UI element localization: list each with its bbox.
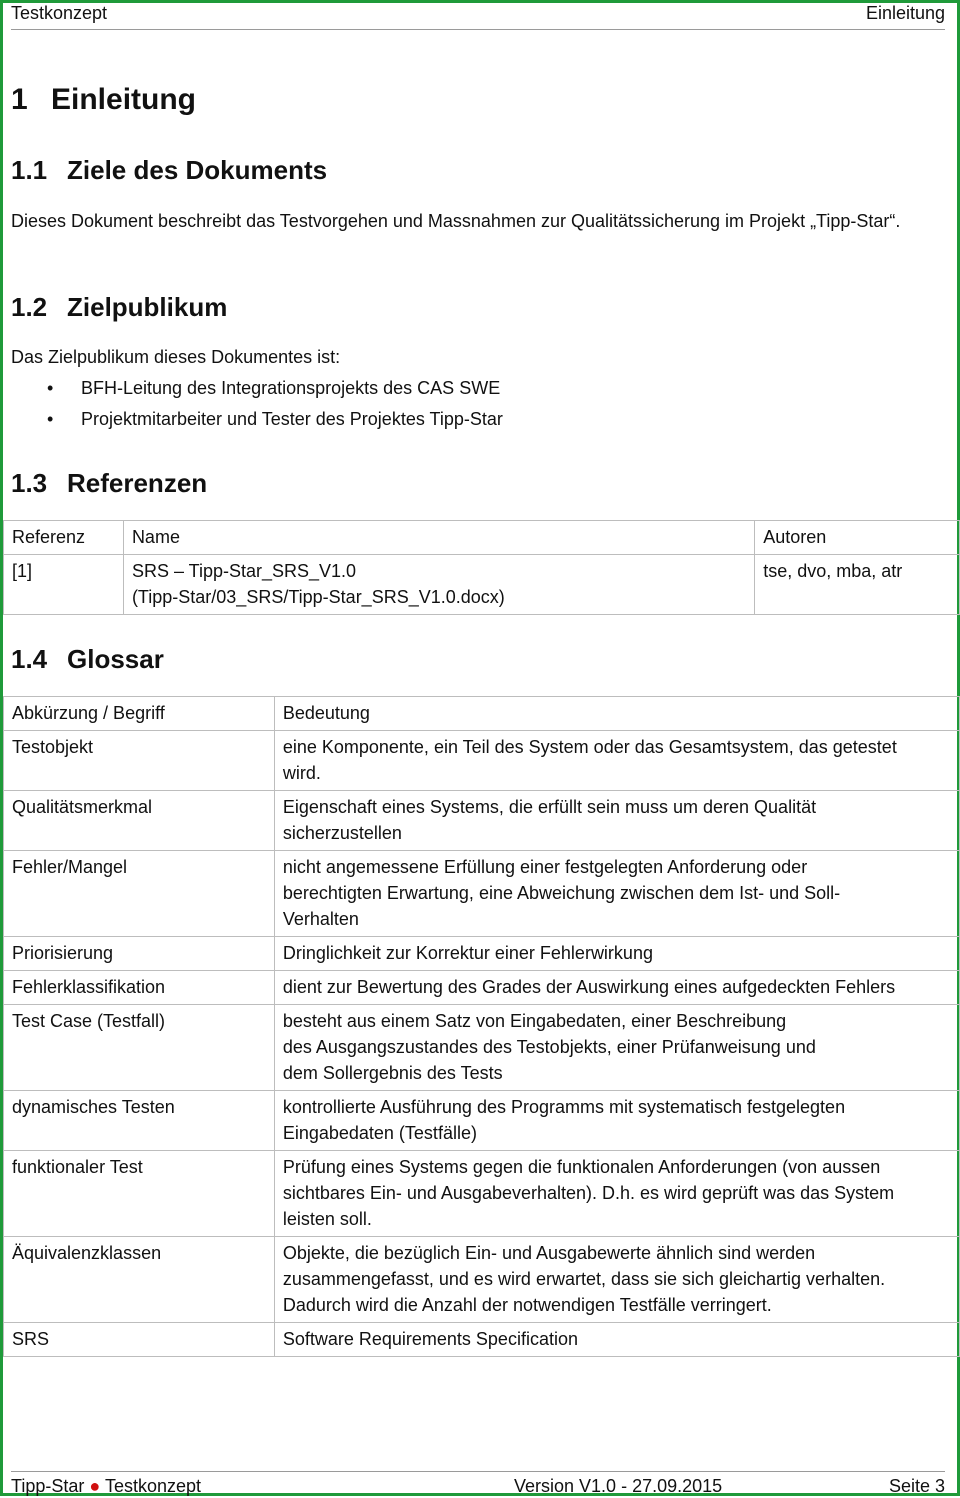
table-header-cell: Bedeutung: [274, 697, 959, 731]
table-header-row: [4, 521, 960, 555]
glossary-definition-line: Eingabedaten (Testfälle): [282, 1123, 477, 1143]
heading-title: Einleitung: [51, 83, 196, 116]
glossary-definition-line: zusammengefasst, und es wird erwartet, dass sie sich gleichartig verhalten.: [282, 1269, 886, 1289]
reference-id: [1]: [4, 555, 124, 615]
zielpublikum-intro: Das Zielpublikum dieses Dokumentes ist:: [11, 347, 341, 367]
table-header-cell: Referenz: [4, 521, 124, 555]
list-item: [11, 404, 503, 435]
table-row: [4, 1091, 960, 1151]
glossary-definition: [274, 851, 959, 937]
glossary-definition-line: leisten soll.: [282, 1209, 372, 1229]
heading-referenzen: [11, 468, 207, 499]
table-header-cell: Abkürzung / Begriff: [4, 697, 275, 731]
glossary-definition: [274, 1091, 959, 1151]
glossary-term: Qualitätsmerkmal: [4, 791, 275, 851]
table-row: [4, 937, 960, 971]
heading-title: Zielpublikum: [67, 292, 228, 322]
glossary-definition-line: Objekte, die bezüglich Ein- und Ausgabewerte ähnlich sind werden: [282, 1243, 816, 1263]
heading-zielpublikum: [11, 292, 227, 323]
glossary-definition-line: kontrollierte Ausführung des Programms mit systematisch festgelegten: [282, 1097, 846, 1117]
glossary-term: Fehler/Mangel: [4, 851, 275, 937]
footer-doc: Testkonzept: [104, 1476, 201, 1496]
glossary-definition: [274, 937, 959, 971]
glossary-term: funktionaler Test: [4, 1151, 275, 1237]
glossary-definition: [274, 1151, 959, 1237]
glossary-term: SRS: [4, 1323, 275, 1357]
heading-number: 1.1: [11, 155, 48, 185]
glossary-term: Priorisierung: [4, 937, 275, 971]
glossary-term: Fehlerklassifikation: [4, 971, 275, 1005]
table-header-cell: Name: [123, 521, 754, 555]
table-row: [4, 555, 960, 615]
glossary-definition-line: Software Requirements Specification: [282, 1329, 578, 1349]
references-table: [3, 520, 960, 615]
heading-number: 1.3: [11, 468, 48, 498]
glossary-definition-line: Eigenschaft eines Systems, die erfüllt sein muss um deren Qualität: [282, 797, 817, 817]
heading-number: 1: [11, 83, 28, 116]
table-row: [4, 1237, 960, 1323]
list-item-text: BFH-Leitung des Integrationsprojekts des CAS SWE: [81, 378, 501, 398]
page-footer: [11, 1471, 945, 1498]
page-header: [11, 3, 945, 30]
heading-ziele: [11, 155, 327, 186]
table-row: [4, 971, 960, 1005]
glossary-definition: [274, 791, 959, 851]
glossary-definition: [274, 1323, 959, 1357]
list-item-text: Projektmitarbeiter und Tester des Projektes Tipp-Star: [81, 409, 503, 429]
glossary-definition: [274, 731, 959, 791]
glossary-definition-line: dient zur Bewertung des Grades der Auswirkung eines aufgedeckten Fehlers: [282, 977, 896, 997]
glossary-term: Testobjekt: [4, 731, 275, 791]
reference-name-line: SRS – Tipp-Star_SRS_V1.0: [131, 561, 357, 581]
heading-title: Ziele des Dokuments: [67, 155, 328, 185]
table-row: [4, 1323, 960, 1357]
glossary-definition-line: nicht angemessene Erfüllung einer festgelegten Anforderung oder: [282, 857, 808, 877]
glossary-definition: [274, 1237, 959, 1323]
reference-name: [123, 555, 754, 615]
table-row: [4, 731, 960, 791]
bullet-glyph: •: [47, 378, 54, 398]
reference-authors: tse, dvo, mba, atr: [755, 555, 960, 615]
glossary-definition-line: sichtbares Ein- und Ausgabeverhalten). D.h. es wird geprüft was das System: [282, 1183, 895, 1203]
glossary-definition-line: besteht aus einem Satz von Eingabedaten, einer Beschreibung: [282, 1011, 787, 1031]
heading-title: Referenzen: [67, 468, 208, 498]
header-left: Testkonzept: [11, 3, 108, 23]
glossary-definition-line: Dadurch wird die Anzahl der notwendigen Testfälle verringert.: [282, 1295, 772, 1315]
footer-separator-icon: ●: [89, 1476, 101, 1496]
heading-glossar: [11, 644, 164, 675]
heading-number: 1.4: [11, 644, 48, 674]
heading-title: Glossar: [67, 644, 164, 674]
glossary-definition: [274, 971, 959, 1005]
glossary-definition-line: Verhalten: [282, 909, 359, 929]
glossary-definition-line: Prüfung eines Systems gegen die funktionalen Anforderungen (von aussen: [282, 1157, 881, 1177]
table-row: [4, 791, 960, 851]
heading-number: 1.2: [11, 292, 48, 322]
glossary-term: dynamisches Testen: [4, 1091, 275, 1151]
table-row: [4, 1005, 960, 1091]
glossary-definition-line: sicherzustellen: [282, 823, 402, 843]
glossary-term: Äquivalenzklassen: [4, 1237, 275, 1323]
heading-einleitung: [11, 83, 196, 117]
footer-project: Tipp-Star: [11, 1476, 85, 1496]
glossary-definition-line: des Ausgangszustandes des Testobjekts, einer Prüfanweisung und: [282, 1037, 816, 1057]
reference-path-line: (Tipp-Star/03_SRS/Tipp-Star_SRS_V1.0.docx): [131, 587, 505, 607]
list-item: [11, 373, 503, 404]
table-header-cell: Autoren: [755, 521, 960, 555]
table-row: [4, 1151, 960, 1237]
glossary-definition-line: Dringlichkeit zur Korrektur einer Fehlerwirkung: [282, 943, 653, 963]
glossary-table: [3, 696, 960, 1357]
glossary-definition-line: eine Komponente, ein Teil des System oder das Gesamtsystem, das getestet: [282, 737, 897, 757]
glossary-definition: [274, 1005, 959, 1091]
glossary-definition-line: berechtigten Erwartung, eine Abweichung zwischen dem Ist- und Soll-: [282, 883, 841, 903]
footer-version: Version V1.0 - 27.09.2015: [514, 1476, 723, 1496]
footer-left: [11, 1476, 201, 1497]
bullet-glyph: •: [47, 409, 54, 429]
ziele-paragraph: Dieses Dokument beschreibt das Testvorgehen und Massnahmen zur Qualitätssicherung im Projekt „Tipp-Star“.: [11, 211, 901, 231]
zielpublikum-list: [11, 373, 503, 435]
glossary-definition-line: dem Sollergebnis des Tests: [282, 1063, 503, 1083]
table-row: [4, 851, 960, 937]
glossary-definition-line: wird.: [282, 763, 321, 783]
glossary-term: Test Case (Testfall): [4, 1005, 275, 1091]
header-right: Einleitung: [865, 3, 945, 23]
table-header-row: [4, 697, 960, 731]
footer-page-number: Seite 3: [888, 1476, 945, 1496]
